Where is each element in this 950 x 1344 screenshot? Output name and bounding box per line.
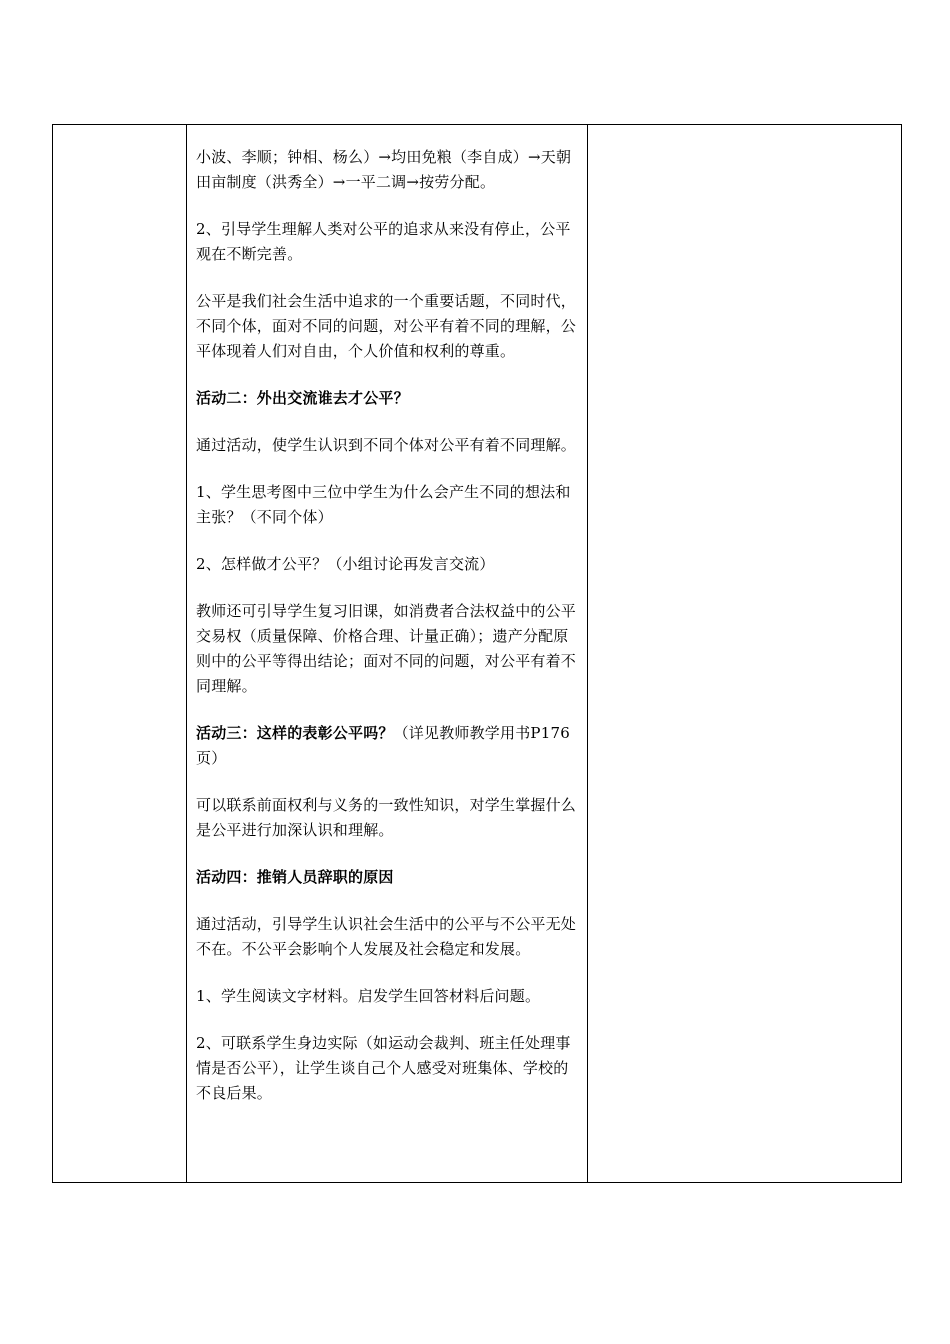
paragraph-text: 可以联系前面权利与义务的一致性知识，对学生掌握什么是公平进行加深认识和理解。: [196, 796, 577, 839]
left-column-cell: [53, 125, 187, 1183]
right-column-cell: [588, 125, 902, 1183]
body-paragraph: [196, 599, 579, 699]
body-paragraph: [196, 289, 579, 364]
body-paragraph: [196, 793, 579, 843]
body-paragraph: [196, 145, 579, 195]
paragraph-text: 通过活动，引导学生认识社会生活中的公平与不公平无处不在。不公平会影响个人发展及社会稳定和发展。: [196, 915, 577, 958]
body-paragraph: [196, 552, 579, 577]
paragraph-text: （详见教师教学用书P176页）: [196, 724, 570, 767]
paragraph-text: 1、学生思考图中三位中学生为什么会产生不同的想法和主张？（不同个体）: [196, 483, 571, 526]
activity-heading: 活动四：推销人员辞职的原因: [196, 868, 394, 886]
activity-heading-paragraph: [196, 386, 579, 411]
content-column-cell: [187, 125, 588, 1183]
paragraph-text: 小波、李顺；钟相、杨么）→均田免粮（李自成）→天朝田亩制度（洪秀全）→一平二调→按劳分配。: [196, 148, 572, 191]
activity-heading-paragraph: [196, 865, 579, 890]
table-row: [53, 125, 902, 1183]
body-paragraph: [196, 912, 579, 962]
paragraph-text: 公平是我们社会生活中追求的一个重要话题，不同时代，不同个体，面对不同的问题，对公平有着不同的理解，公平体现着人们对自由，个人价值和权利的尊重。: [196, 292, 577, 360]
body-paragraph: [196, 984, 579, 1009]
activity-heading: 活动三：这样的表彰公平吗？: [196, 724, 394, 742]
body-paragraph: [196, 1031, 579, 1106]
body-paragraph: [196, 217, 579, 267]
body-paragraph: [196, 480, 579, 530]
paragraph-text: 通过活动，使学生认识到不同个体对公平有着不同理解。: [196, 436, 577, 454]
body-paragraph: [196, 433, 579, 458]
content-body: [187, 125, 587, 1106]
paragraph-text: 2、怎样做才公平？（小组讨论再发言交流）: [196, 555, 495, 573]
paragraph-text: 教师还可引导学生复习旧课，如消费者合法权益中的公平交易权（质量保障、价格合理、计量正确）；遗产分配原则中的公平等得出结论；面对不同的问题，对公平有着不同理解。: [196, 602, 577, 695]
activity-heading-paragraph: [196, 721, 579, 771]
paragraph-text: 1、学生阅读文字材料。启发学生回答材料后问题。: [196, 987, 541, 1005]
paragraph-text: 2、可联系学生身边实际（如运动会裁判、班主任处理事情是否公平），让学生谈自己个人感受对班集体、学校的不良后果。: [196, 1034, 571, 1102]
activity-heading: 活动二：外出交流谁去才公平？: [196, 389, 409, 407]
lesson-plan-table: [52, 124, 902, 1183]
paragraph-text: 2、引导学生理解人类对公平的追求从来没有停止，公平观在不断完善。: [196, 220, 571, 263]
